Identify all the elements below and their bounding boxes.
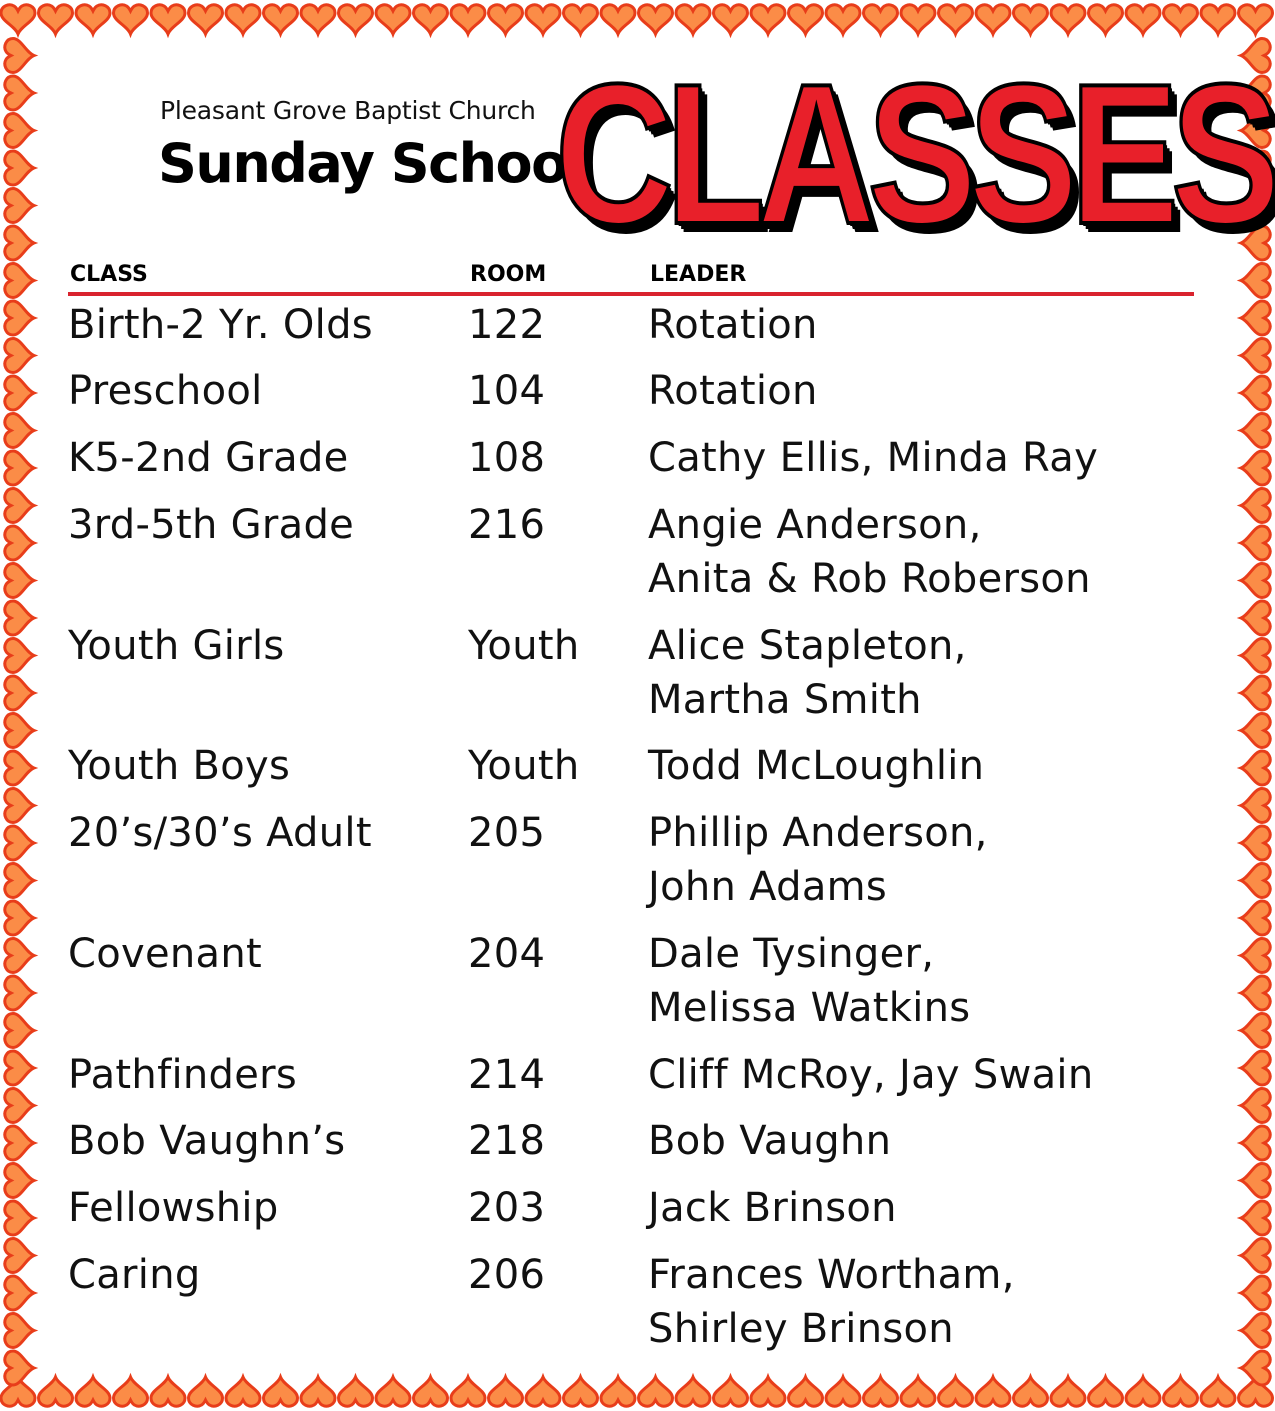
leader-name: Dale Tysinger, xyxy=(648,931,935,977)
room-number: 104 xyxy=(468,368,546,414)
class-name: 20’s/30’s Adult xyxy=(68,810,372,856)
room-number: 218 xyxy=(468,1118,546,1164)
column-header-leader: LEADER xyxy=(650,262,747,287)
class-name: Youth Girls xyxy=(68,623,285,669)
room-number: 206 xyxy=(468,1252,546,1298)
leader-name: Martha Smith xyxy=(648,677,922,723)
leader-name: Frances Wortham, xyxy=(648,1252,1015,1298)
room-number: 216 xyxy=(468,502,546,548)
class-name: Preschool xyxy=(68,368,263,414)
column-header-class: CLASS xyxy=(70,262,148,287)
class-name: Pathfinders xyxy=(68,1052,298,1098)
leader-name: Alice Stapleton, xyxy=(648,623,967,669)
leader-name: Cliff McRoy, Jay Swain xyxy=(648,1052,1094,1098)
room-number: Youth xyxy=(468,623,580,669)
church-name: Pleasant Grove Baptist Church xyxy=(160,96,536,125)
class-name: K5-2nd Grade xyxy=(68,435,349,481)
leader-name: Rotation xyxy=(648,302,818,348)
room-number: 205 xyxy=(468,810,546,856)
room-number: 204 xyxy=(468,931,546,977)
leader-name: Todd McLoughlin xyxy=(648,743,985,789)
class-name: Fellowship xyxy=(68,1185,279,1231)
program-title: Sunday School xyxy=(158,132,584,195)
classes-title: CLASSES xyxy=(555,43,1273,266)
class-name: Caring xyxy=(68,1252,201,1298)
leader-name: Anita & Rob Roberson xyxy=(648,556,1091,602)
room-number: 108 xyxy=(468,435,546,481)
leader-name: Jack Brinson xyxy=(648,1185,897,1231)
class-name: Bob Vaughn’s xyxy=(68,1118,346,1164)
room-number: 203 xyxy=(468,1185,546,1231)
class-name: Covenant xyxy=(68,931,262,977)
leader-name: Rotation xyxy=(648,368,818,414)
leader-name: John Adams xyxy=(648,864,888,910)
room-number: 122 xyxy=(468,302,546,348)
leader-name: Melissa Watkins xyxy=(648,985,971,1031)
room-number: 214 xyxy=(468,1052,546,1098)
column-header-room: ROOM xyxy=(470,262,547,287)
class-name: Youth Boys xyxy=(68,743,291,789)
header-rule xyxy=(68,292,1194,296)
leader-name: Angie Anderson, xyxy=(648,502,982,548)
leader-name: Cathy Ellis, Minda Ray xyxy=(648,435,1099,481)
leader-name: Phillip Anderson, xyxy=(648,810,988,856)
leader-name: Bob Vaughn xyxy=(648,1118,892,1164)
class-name: Birth-2 Yr. Olds xyxy=(68,302,373,348)
class-name: 3rd-5th Grade xyxy=(68,502,355,548)
leader-name: Shirley Brinson xyxy=(648,1306,954,1352)
room-number: Youth xyxy=(468,743,580,789)
